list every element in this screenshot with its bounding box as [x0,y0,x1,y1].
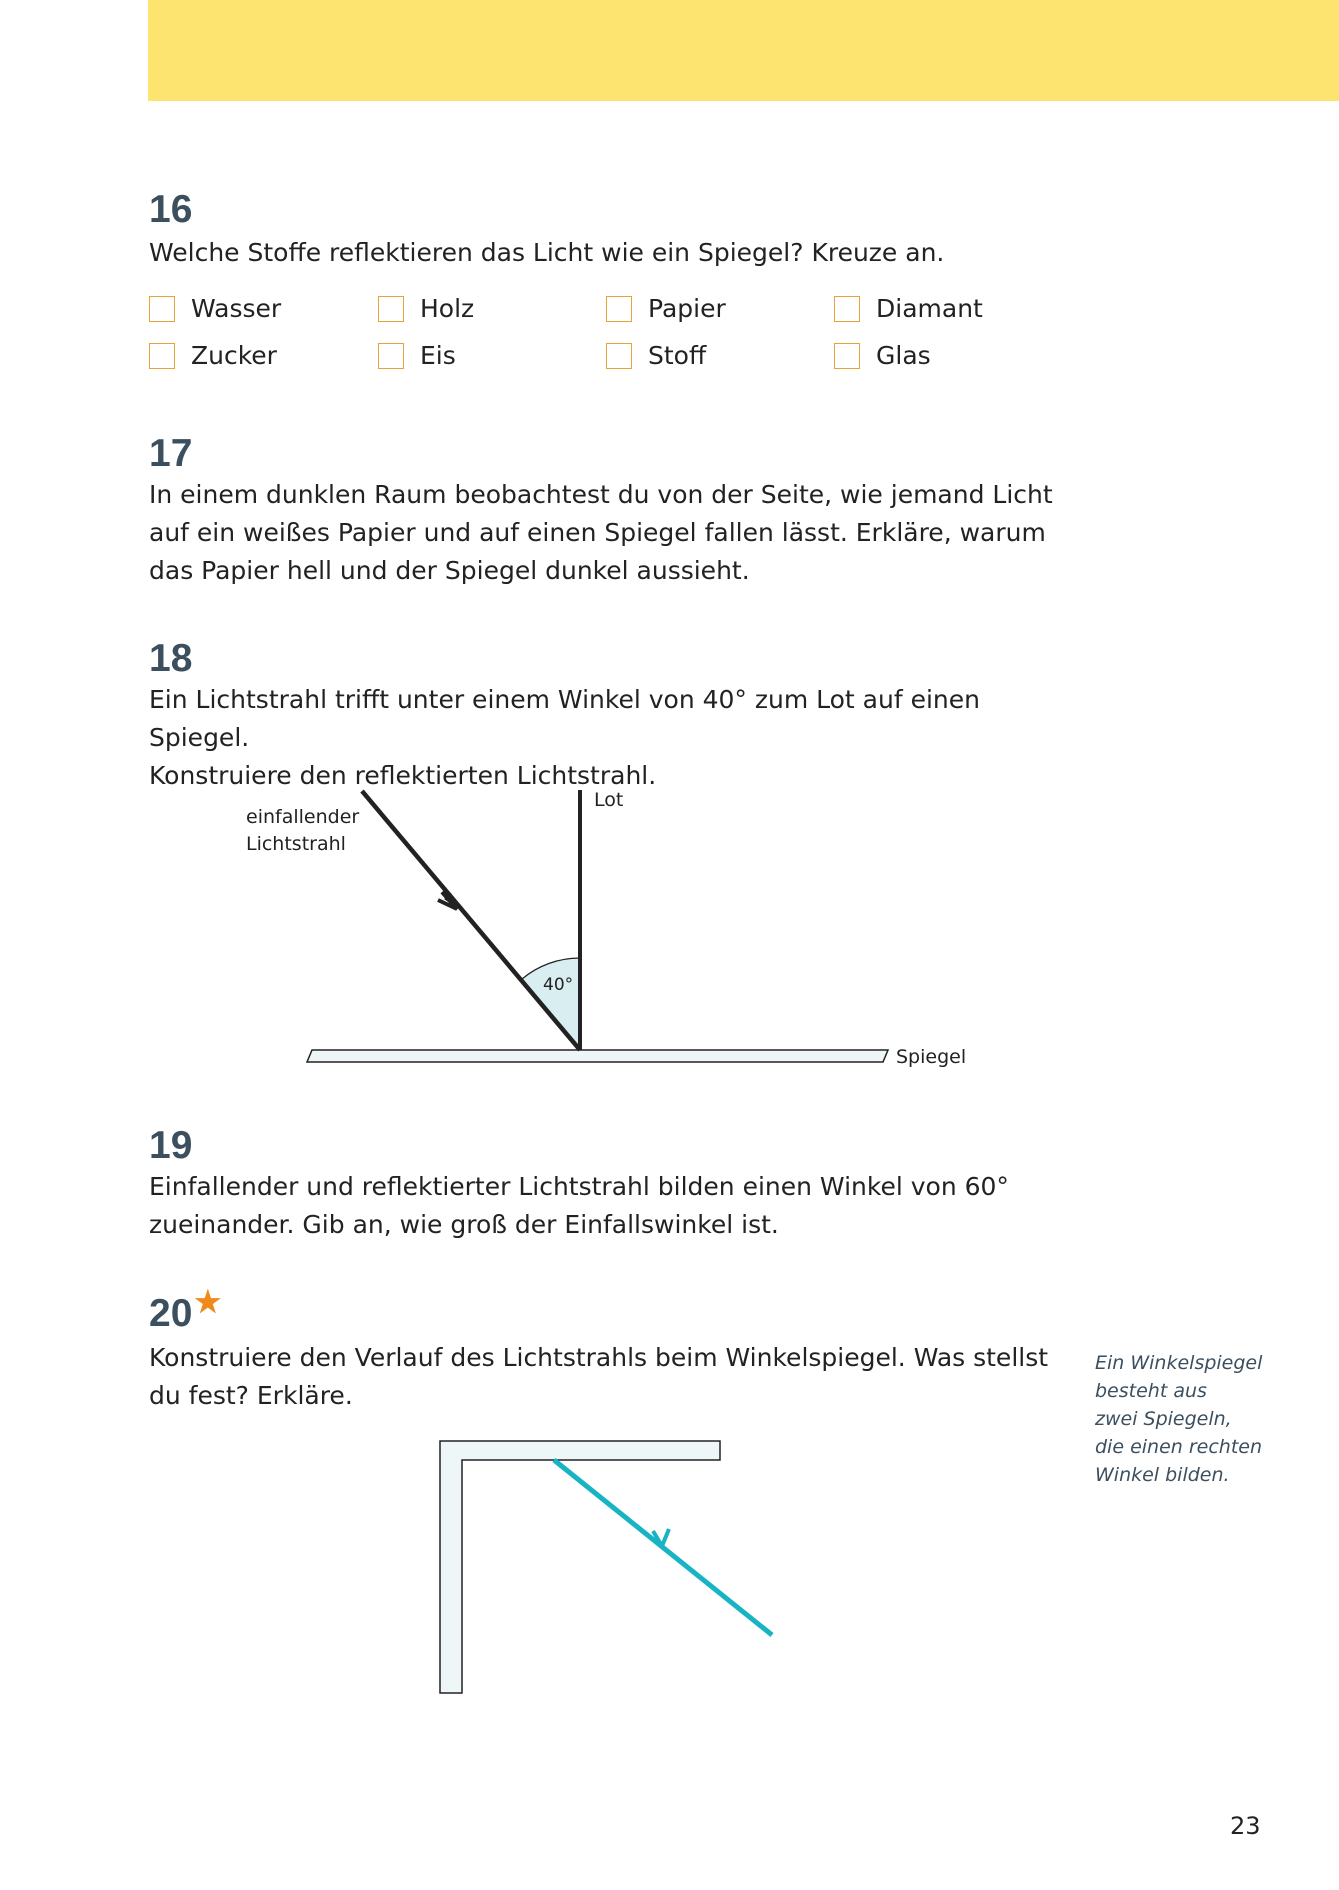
task-text-line: das Papier hell und der Spiegel dunkel aussieht. [149,556,750,585]
side-note: Ein Winkelspiegel besteht aus zwei Spiegeln, die einen rechten Winkel bilden. [1095,1352,1263,1486]
choice-label: Holz [420,294,475,323]
task-text-line: Einfallender und reflektierter Lichtstrahl bilden einen Winkel von 60° [149,1172,1009,1201]
task-number: 17 [149,432,193,475]
label-incident-ray-1: einfallender [246,806,360,828]
corner-mirror-figure [440,1441,772,1693]
task-text-line: In einem dunklen Raum beobachtest du von der Seite, wie jemand Licht [149,480,1053,509]
task-question: Welche Stoffe reflektieren das Licht wie ein Spiegel? Kreuze an. [149,238,945,267]
incident-ray [362,791,580,1050]
choice-label: Zucker [191,341,277,370]
task-number-row [149,1286,1079,1339]
choice-label: Diamant [876,294,983,323]
choice-label: Papier [648,294,726,323]
label-normal: Lot [594,789,624,811]
label-angle: 40° [543,975,574,995]
reflection-figure [246,789,966,1068]
choice-label: Wasser [191,294,282,323]
task-text-line: Konstruiere den Verlauf des Lichtstrahls beim Winkelspiegel. Was stellst [149,1343,1049,1372]
task-number: 19 [149,1124,193,1167]
task-text-line: zueinander. Gib an, wie groß der Einfallswinkel ist. [149,1210,779,1239]
angle-sector [522,958,580,1048]
task-19 [149,1124,1079,1244]
task-20 [149,1286,1079,1415]
task-number: 16 [149,188,193,231]
task-number: 18 [149,637,193,680]
choice-label: Glas [876,341,931,370]
label-mirror: Spiegel [896,1046,967,1068]
page-number: 23 [1230,1812,1261,1840]
mirror [307,1050,888,1062]
choice-label: Stoff [648,341,707,370]
task-text-line: auf ein weißes Papier und auf einen Spiegel fallen lässt. Erkläre, warum [149,518,1046,547]
task-text-line: Ein Lichtstrahl trifft unter einem Winkel von 40° zum Lot auf einen Spiegel. [149,685,980,752]
task-text-line: Konstruiere den reflektierten Lichtstrahl. [149,761,657,790]
task-number: 20 [149,1292,193,1335]
task-text-line: du fest? Erkläre. [149,1381,353,1410]
label-incident-ray-2: Lichtstrahl [246,833,346,855]
star-icon: ★ [194,1286,222,1319]
choice-label: Eis [420,341,456,370]
